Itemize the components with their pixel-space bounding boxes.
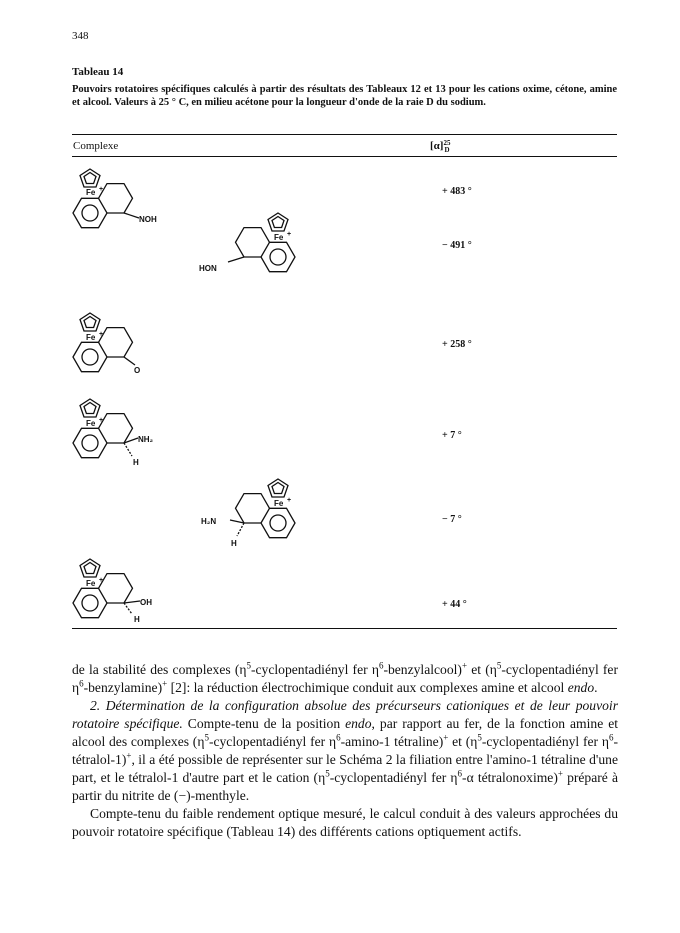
paragraph-1: de la stabilité des complexes ($\eta^5$-cyclopentadiényl fer $\eta^6-benzylalcool)^+$ et ($\eta^5$-cyclopentadiényl fer $\eta^6-benzylamine)^+$ [2]: la réduction électrochimique conduit aux complexes amine et alcool endo. (72, 660, 618, 695)
rotation-value: + 258 ° (442, 339, 472, 350)
label-h: H (134, 615, 140, 624)
alpha-symbol: [α] (430, 140, 444, 152)
label-nh2: NH₂ (138, 435, 154, 444)
paragraph-3: Compte-tenu du faible rendement optique mesuré, le calcul conduit à des valeurs approchées du pouvoir rotatoire spécifique (Tableau 14) des différents cations optiquement actifs. (72, 806, 618, 839)
label-noh: NOH (139, 215, 157, 224)
svg-text:+: + (287, 231, 292, 238)
label-hon: HON (199, 264, 217, 273)
structure-alcohol (73, 559, 152, 624)
label-o: O (134, 366, 141, 375)
structure-amine-minus (201, 479, 295, 548)
label-fe: Fe (86, 419, 96, 428)
svg-text:+: + (287, 497, 292, 504)
rotation-value: − 491 ° (442, 240, 472, 251)
label-h: H (231, 539, 237, 548)
page-number: 348 (72, 30, 89, 42)
label-fe: Fe (274, 233, 284, 242)
label-fe: Fe (86, 333, 96, 342)
structure-oxime-plus (73, 169, 157, 228)
rotation-value: + 483 ° (442, 186, 472, 197)
svg-text:+: + (99, 331, 104, 338)
table-bottom-rule (72, 628, 617, 629)
svg-text:+: + (99, 417, 104, 424)
structure-amine-plus (73, 399, 154, 467)
structure-oxime-minus (199, 213, 295, 273)
label-fe: Fe (274, 499, 284, 508)
table-caption: Pouvoirs rotatoires spécifiques calculés à partir des résultats des Tableaux 12 et 13 pour les cations oxime, cétone, amine et alcool. Valeurs à 25 ° C, en milieu acétone pour la longueur d'onde de la raie D du sodium. (72, 84, 617, 108)
label-fe: Fe (86, 188, 96, 197)
label-oh: OH (140, 598, 152, 607)
label-h: H (133, 458, 139, 467)
svg-text:+: + (99, 186, 104, 193)
section-heading: 2. Détermination de la configuration absolue des précurseurs cationiques et de leur pouvoir rotatoire spécifique. (72, 698, 618, 731)
alpha-wavelength: D (444, 146, 450, 154)
svg-text:+: + (99, 577, 104, 584)
paragraph-2: 2. Détermination de la configuration absolue des précurseurs cationiques et de leur pouvoir rotatoire spécifique. Compte-tenu de la position endo, par rapport au fer, de la fonction amine et alcool des complexes ($\eta^5$-cyclopentadiényl fer $\eta^6-amino-1$ tétraline)+ et ($\eta^5$-cyclopentadiényl fer $\eta^6-tétralol-1)^+$, il a été possible de représenter sur le Schéma 2 la filiation entre l'amino-1 tétraline d'une part, et le tétralol-1 d'autre part et le cation ($\eta^5$-cyclopentadiényl fer $\eta^6-\alpha$ tétralonoxime)+ préparé à partir du nitrite de (−)-menthyle. (72, 698, 619, 803)
alpha-temperature: 25 (443, 139, 451, 147)
table-title: Tableau 14 (72, 66, 124, 78)
rotation-value: + 44 ° (442, 599, 467, 610)
rotation-value: − 7 ° (442, 514, 462, 525)
structure-ketone (73, 313, 140, 375)
body-text (72, 661, 618, 841)
label-fe: Fe (86, 579, 96, 588)
column-header-complexe: Complexe (73, 140, 119, 152)
label-h2n: H₂N (201, 517, 217, 526)
rotation-value: + 7 ° (442, 430, 462, 441)
